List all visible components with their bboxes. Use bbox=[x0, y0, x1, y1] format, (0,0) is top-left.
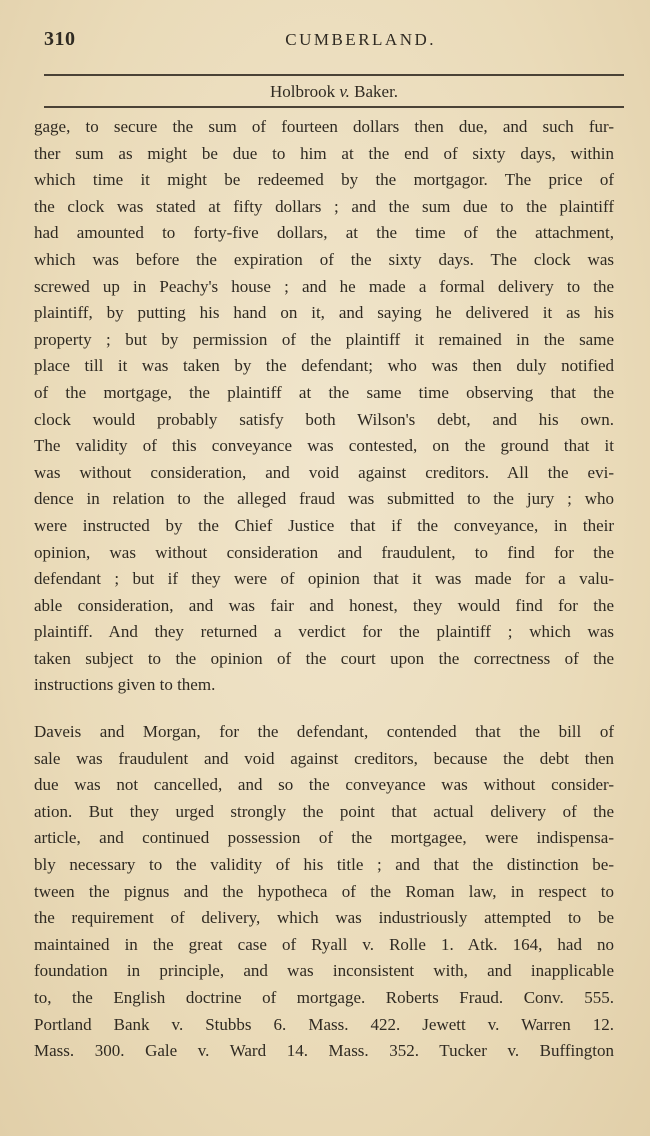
paragraph-1 bbox=[34, 114, 614, 699]
text-line: had amounted to forty-five dollars, at the time of the attachment, bbox=[34, 223, 614, 243]
page-number: 310 bbox=[44, 28, 76, 50]
text-line: of the mortgage, the plaintiff at the same time observing that the bbox=[34, 382, 614, 402]
text-line: bly necessary to the validity of his title ; and that the distinction be- bbox=[34, 855, 614, 875]
text-line: article, and continued possession of the mortgagee, were indispensa- bbox=[34, 828, 614, 848]
text-line: to, the English doctrine of mortgage. Roberts Fraud. Conv. 555. bbox=[34, 988, 614, 1007]
text-line: ther sum as might be due to him at the end of sixty days, within bbox=[34, 143, 614, 163]
text-line: the requirement of delivery, which was industriously attempted to be bbox=[34, 908, 614, 928]
text-line: opinion, was without consideration and fraudulent, to find for the bbox=[34, 542, 614, 562]
paragraph-gap bbox=[34, 699, 614, 719]
header-rule-bottom bbox=[44, 106, 624, 108]
text-line: The validity of this conveyance was contested, on the ground that it bbox=[34, 436, 614, 456]
text-line: was without consideration, and void against creditors. All the evi- bbox=[34, 462, 614, 482]
running-head bbox=[34, 28, 616, 60]
text-line: due was not cancelled, and so the conveyance was without consider- bbox=[34, 775, 614, 795]
text-line: clock would probably satisfy both Wilson's debt, and his own. bbox=[34, 409, 614, 429]
text-line: screwed up in Peachy's house ; and he made a formal delivery to the bbox=[34, 276, 614, 296]
paragraph-2 bbox=[34, 719, 614, 1065]
text-line: gage, to secure the sum of fourteen dollars then due, and such fur- bbox=[34, 117, 614, 136]
text-line: were instructed by the Chief Justice that if the conveyance, in their bbox=[34, 515, 614, 535]
text-line: which time it might be redeemed by the mortgagor. The price of bbox=[34, 170, 614, 190]
text-line: defendant ; but if they were of opinion that it was made for a valu- bbox=[34, 569, 614, 589]
case-caption-defendant: Baker. bbox=[354, 82, 399, 101]
text-line: maintained in the great case of Ryall v. Rolle 1. Atk. 164, had no bbox=[34, 934, 614, 954]
text-line: Mass. 300. Gale v. Ward 14. Mass. 352. Tucker v. Buffington bbox=[34, 1041, 614, 1061]
case-caption-plaintiff: Holbrook bbox=[269, 82, 336, 101]
text-line: plaintiff, by putting his hand on it, and saying he delivered it as his bbox=[34, 303, 614, 323]
text-line: foundation in principle, and was inconsistent with, and inapplicable bbox=[34, 961, 614, 981]
text-line: the clock was stated at fifty dollars ; and the sum due to the plaintiff bbox=[34, 196, 614, 216]
text-line: property ; but by permission of the plaintiff it remained in the same bbox=[34, 329, 614, 349]
text-line: dence in relation to the alleged fraud was submitted to the jury ; who bbox=[34, 489, 614, 509]
text-line: Daveis and Morgan, for the defendant, contended that the bill of bbox=[34, 722, 614, 742]
text-line: place till it was taken by the defendant; who was then duly notified bbox=[34, 356, 614, 376]
running-title: CUMBERLAND. bbox=[285, 30, 436, 49]
body-text bbox=[34, 114, 614, 1065]
text-line: ation. But they urged strongly the point that actual delivery of the bbox=[34, 801, 614, 821]
case-caption bbox=[44, 76, 624, 106]
text-line: sale was fraudulent and void against creditors, because the debt then bbox=[34, 748, 614, 768]
text-line: plaintiff. And they returned a verdict for the plaintiff ; which was bbox=[34, 622, 614, 642]
text-line: which was before the expiration of the sixty days. The clock was bbox=[34, 249, 614, 269]
case-caption-versus: v. bbox=[339, 82, 350, 101]
text-line: Portland Bank v. Stubbs 6. Mass. 422. Jewett v. Warren 12. bbox=[34, 1014, 614, 1034]
text-line: able consideration, and was fair and honest, they would find for the bbox=[34, 595, 614, 615]
text-line: instructions given to them. bbox=[34, 675, 216, 695]
text-line: tween the pignus and the hypotheca of the Roman law, in respect to bbox=[34, 881, 614, 901]
text-line: taken subject to the opinion of the court upon the correctness of the bbox=[34, 648, 614, 668]
